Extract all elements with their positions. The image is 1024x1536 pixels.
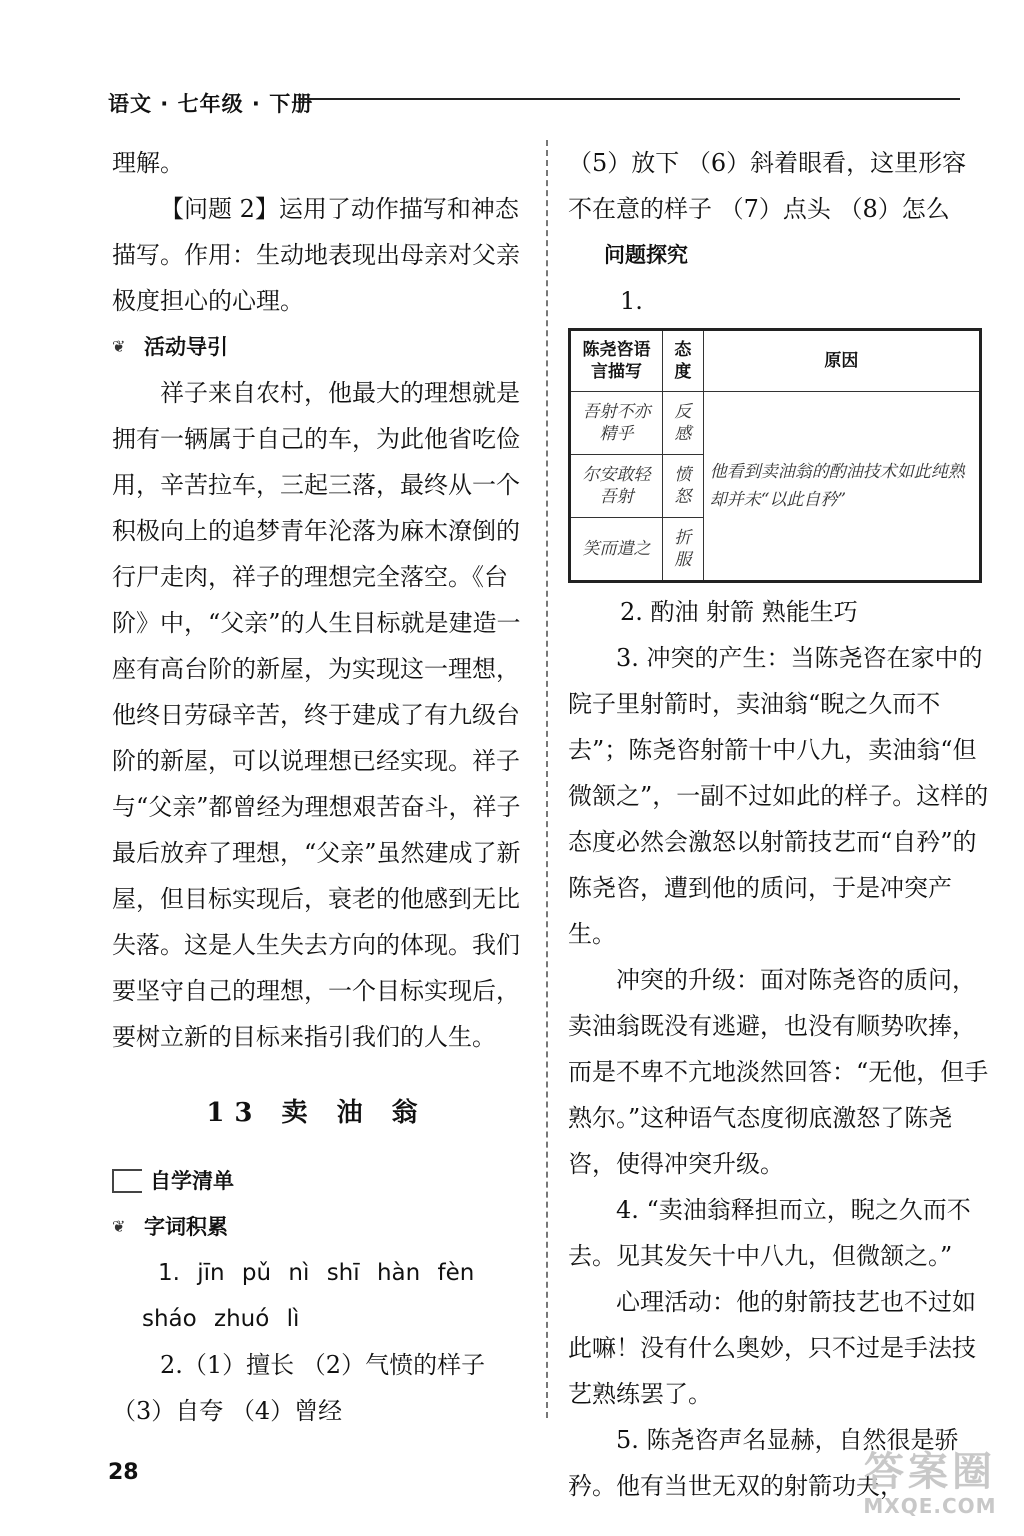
paragraph: 4. “卖油翁释担而立，睨之久而不去。见其发矢十中八九，但微颔之。” (568, 1196, 971, 1270)
pinyin-line (112, 1250, 522, 1296)
paragraph: （5）放下 （6）斜着眼看，这里形容不在意的样子 （7）点头 （8）怎么 (568, 149, 967, 223)
paragraph: 心理活动：他的射箭技艺也不过如此嘛！没有什么奥妙，只不过是手法技艺熟练罢了。 (568, 1288, 976, 1408)
table-header: 原因 (703, 330, 980, 392)
analysis-table (568, 328, 982, 583)
self-study-label: 自学清单 (150, 1169, 234, 1193)
paragraph: 祥子来自农村，他最大的理想就是拥有一辆属于自己的车，为此他省吃俭用，辛苦拉车，三起三落，最终从一个积极向上的追梦青年沦落为麻木潦倒的行尸走肉，祥子的理想完全落空。《台阶》中，“父亲”的人生目标就是建造一座有高台阶的新屋，为实现这一理想，他终日劳碌辛苦，终于建成了有九级台阶的新屋，可以说理想已经实现。祥子与“父亲”都曾经为理想艰苦奋斗，祥子最后放弃了理想，“父亲”虽然建成了新屋，但目标实现后，衰老的他感到无比失落。这是人生失去方向的体现。我们要坚守自己的理想，一个目标实现后，要树立新的目标来指引我们的人生。 (112, 379, 521, 1051)
watermark (850, 1450, 1010, 1518)
pinyin-text: jīn pǔ nì shī hàn fèn (197, 1260, 475, 1286)
activity-heading (112, 324, 522, 370)
table-cell: 笑而遣之 (570, 518, 663, 582)
table-cell: 愤怒 (662, 455, 703, 518)
table-header: 态度 (662, 330, 703, 392)
table-cell: 反感 (662, 392, 703, 455)
self-study-heading (112, 1158, 522, 1204)
word-heading (112, 1204, 522, 1250)
word-heading-label: 字词积累 (144, 1215, 228, 1239)
table-cell: 吾射不亦精乎 (570, 392, 663, 455)
bracket-icon (112, 1169, 142, 1193)
header-title: 语文 · 七年级 · 下册 (108, 92, 314, 116)
header-rule (298, 98, 960, 100)
leaf-icon: ❦ (112, 337, 126, 356)
table-cell: 折服 (662, 518, 703, 582)
table-cell: 尔安敢轻吾射 (570, 455, 663, 518)
column-divider (546, 140, 548, 1418)
paragraph: 理解。 (112, 149, 184, 177)
watermark-url: MXQE.COM (863, 1494, 997, 1518)
activity-heading-label: 活动导引 (144, 335, 228, 359)
paragraph: 3. 冲突的产生：当陈尧咨在家中的院子里射箭时，卖油翁“睨之久而不去”；陈尧咨射箭十中八九，卖油翁“但微颔之”，一副不过如此的样子。这样的态度必然会激怒以射箭技艺而“自矜”的陈尧咨，遭到他的质问，于是冲突产生。 (568, 644, 989, 948)
paragraph: 【问题 2】运用了动作描写和神态描写。作用：生动地表现出母亲对父亲极度担心的心理。 (112, 195, 520, 315)
pinyin-line: sháo zhuó lì (142, 1306, 300, 1332)
table-cell-reason: 他看到卖油翁的酌油技术如此纯熟却并未“以此自矜” (703, 392, 980, 582)
table-row (570, 392, 981, 455)
item-number: 1. (158, 1260, 180, 1286)
inquiry-heading: 问题探究 (604, 243, 688, 267)
lesson-title: 13 卖 油 翁 (206, 1098, 428, 1128)
paragraph: 2.（1）擅长 （2）气愤的样子 （3）自夸 （4）曾经 (112, 1351, 486, 1425)
page-number: 28 (108, 1460, 139, 1485)
paragraph: 2. 酌油 射箭 熟能生巧 (620, 598, 858, 626)
table-header-row (570, 330, 981, 392)
left-column (112, 140, 522, 1434)
page-header (108, 88, 960, 114)
table-header: 陈尧咨语言描写 (570, 330, 663, 392)
paragraph: 5. 陈尧咨声名显赫，自然很是骄矜。他有当世无双的射箭功夫， (568, 1426, 959, 1500)
paragraph: 冲突的升级：面对陈尧咨的质问，卖油翁既没有逃避，也没有顺势吹捧，而是不卑不亢地淡然回答：“无他，但手熟尔。”这种语气态度彻底激怒了陈尧咨，使得冲突升级。 (568, 966, 989, 1178)
right-column (568, 140, 990, 1509)
leaf-icon: ❦ (112, 1217, 126, 1236)
item-number: 1. (620, 287, 643, 315)
watermark-logo: 答案圈 (864, 1449, 996, 1495)
